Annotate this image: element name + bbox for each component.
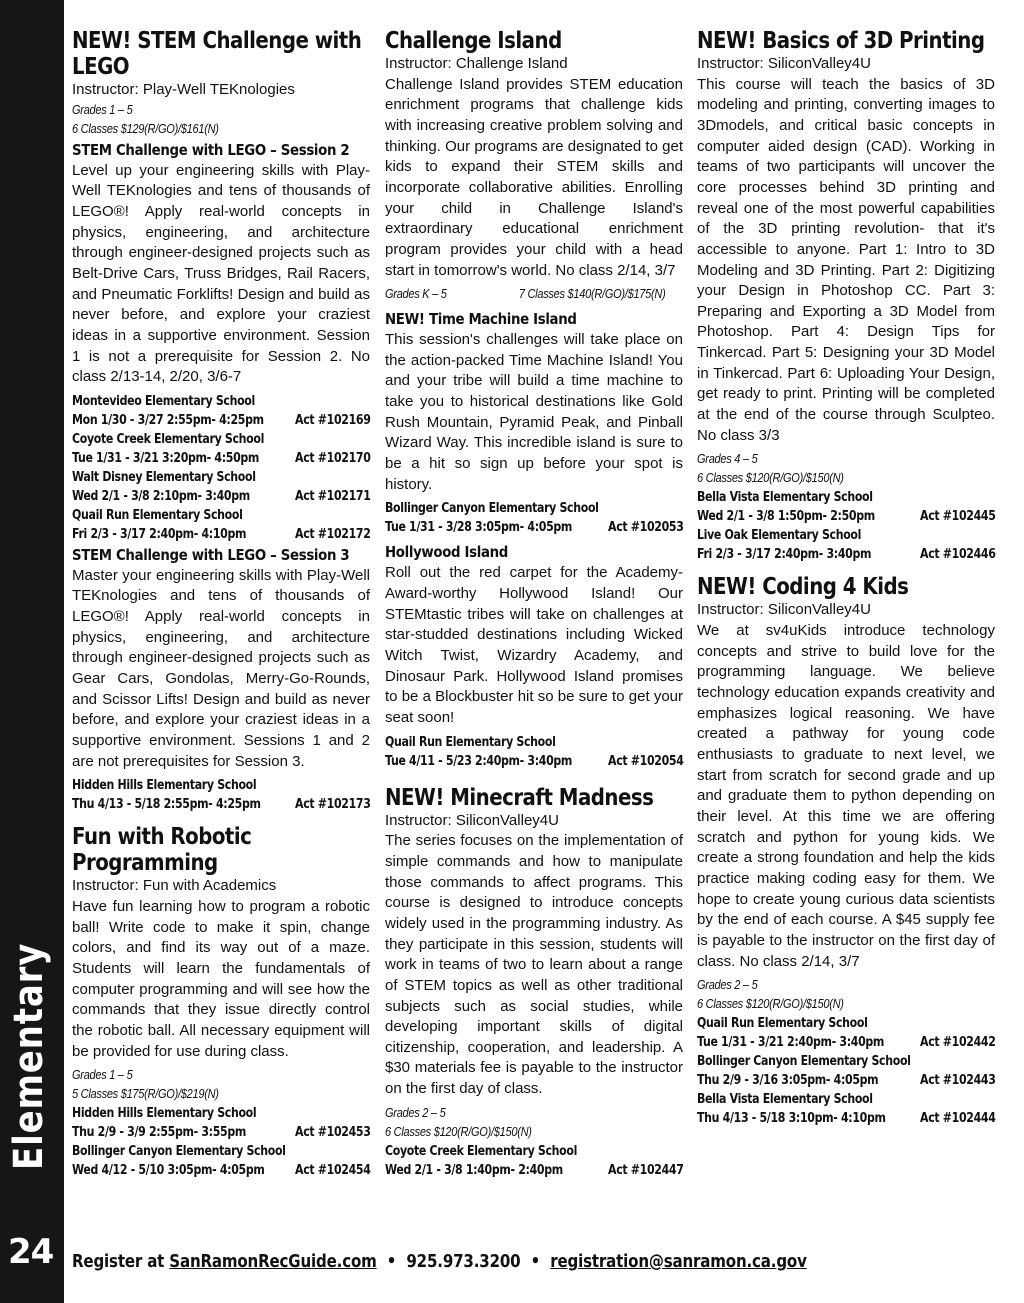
- school-name: Coyote Creek Elementary School: [385, 1143, 578, 1159]
- session-row: [697, 507, 995, 526]
- session-row: [697, 1109, 995, 1128]
- course-classes: 6 Classes $129(R/GO)/$161(N): [72, 121, 219, 136]
- school-name: Bella Vista Elementary School: [697, 1092, 873, 1108]
- course-title: NEW! Coding 4 Kids: [697, 574, 909, 601]
- session-time: Wed 2/1 - 3/8 1:40pm- 2:40pm: [385, 1162, 563, 1178]
- school-name: Bollinger Canyon Elementary School: [385, 501, 599, 517]
- session-time: Wed 2/1 - 3/8 2:10pm- 3:40pm: [72, 488, 250, 504]
- session-time: Mon 1/30 - 3/27 2:55pm- 4:25pm: [72, 412, 264, 428]
- session-row: [72, 449, 370, 468]
- school-name: Montevideo Elementary School: [72, 393, 255, 409]
- session-time: Wed 4/12 - 5/10 3:05pm- 4:05pm: [72, 1163, 265, 1179]
- activity-number: Act #102169: [295, 412, 371, 428]
- course-description: Have fun learning how to program a robotic ball! Write code to make it spin, change colors, and find its way out of a maze. Students will learn the fundamentals of computer programming and will see how the commands that they issue directly control the robotic ball. All necessary equipment will be provided for use during class.: [72, 897, 370, 1060]
- session-row: [697, 545, 995, 564]
- session-description: Roll out the red carpet for the Academy-Award-worthy Hollywood Island! Our STEMtastic tribes will take on challenges at star-studded destinations including Wicked Witch Twist, Wizardry Academy, and Dinosaur Park. Hollywood Island promises to be a Blockbuster hit so be sure to get your seat soon!: [385, 564, 683, 726]
- activity-number: Act #102454: [295, 1163, 371, 1179]
- course-instructor: Instructor: Play-Well TEKnologies: [72, 81, 295, 98]
- activity-number: Act #102443: [920, 1073, 996, 1089]
- activity-number: Act #102053: [608, 520, 684, 536]
- activity-number: Act #102447: [608, 1162, 684, 1178]
- session-title: Hollywood Island: [385, 543, 508, 562]
- school-name: Quail Run Elementary School: [385, 734, 556, 750]
- school-name: Bella Vista Elementary School: [697, 490, 873, 506]
- session-row: [72, 525, 370, 544]
- course-grades: Grades 4 – 5: [697, 452, 758, 467]
- activity-number: Act #102444: [920, 1111, 996, 1127]
- session-row: [697, 1033, 995, 1052]
- activity-number: Act #102054: [608, 753, 684, 769]
- website-link[interactable]: SanRamonRecGuide.com: [169, 1252, 377, 1272]
- school-name: Live Oak Elementary School: [697, 528, 862, 544]
- session-time: Tue 1/31 - 3/28 3:05pm- 4:05pm: [385, 520, 573, 536]
- school-name: Walt Disney Elementary School: [72, 469, 256, 485]
- session-row: [72, 1123, 370, 1142]
- page-number: 24: [8, 1232, 54, 1272]
- session-row: [697, 1071, 995, 1090]
- activity-number: Act #102172: [295, 526, 371, 542]
- course-instructor: Instructor: Fun with Academics: [72, 877, 277, 895]
- course-title: NEW! Minecraft Madness: [385, 784, 654, 811]
- footer-register-text: Register at: [72, 1252, 165, 1272]
- school-name: Quail Run Elementary School: [72, 507, 243, 523]
- challenge-island-course: [385, 28, 683, 771]
- course-instructor: Instructor: Challenge Island: [385, 55, 568, 72]
- session-row: [385, 518, 683, 537]
- course-description: This course will teach the basics of 3D modeling and printing, converting images to 3Dmodels, and critical basic concepts in computer aided design (CAD). Working in teams of two participants will uncover the core processes behind 3D printing and reveal one of the most powerful capabilities of the 3D printing revolution- that it's accessible to anyone. Part 1: Intro to 3D Modeling and 3D Printing. Part 2: Digitizing your Design in Photoshop CC. Part 3: Preparing and Exporting a 3D Model from Photoshop. Part 4: Design Tips for Tinkercad. Part 5: Designing your 3D Model in Tinkercad. Part 6: Uploading Your Design, get ready to print. Printing will be completed at the end of the course through Sculpteo. No class 3/3: [697, 75, 995, 444]
- section-label: Elementary: [6, 942, 52, 1170]
- activity-number: Act #102171: [295, 488, 371, 504]
- course-meta: [385, 285, 666, 304]
- column-2: [385, 28, 683, 1180]
- session-time: Fri 2/3 - 3/17 2:40pm- 3:40pm: [697, 547, 872, 563]
- activity-number: Act #102173: [295, 797, 371, 813]
- course-classes: 6 Classes $120(R/GO)/$150(N): [697, 997, 844, 1012]
- session-time: Wed 2/1 - 3/8 1:50pm- 2:50pm: [697, 509, 875, 525]
- phone-number: 925.973.3200: [406, 1252, 521, 1272]
- column-3: [697, 28, 995, 1128]
- course-grades: Grades K – 5: [385, 287, 447, 302]
- activity-number: Act #102453: [295, 1125, 371, 1141]
- session-time: Thu 4/13 - 5/18 2:55pm- 4:25pm: [72, 797, 261, 813]
- course-title: Fun with Robotic Programming: [72, 824, 252, 877]
- course-title: NEW! STEM Challenge with LEGO: [72, 28, 362, 80]
- session-time: Thu 4/13 - 5/18 3:10pm- 4:10pm: [697, 1111, 886, 1127]
- course-grades: Grades 1 – 5: [72, 1068, 133, 1083]
- session-title: NEW! Time Machine Island: [385, 310, 577, 329]
- sidebar: [0, 0, 64, 1303]
- email-link[interactable]: registration@sanramon.ca.gov: [550, 1252, 807, 1272]
- footer: [72, 1250, 880, 1274]
- school-name: Bollinger Canyon Elementary School: [72, 1144, 286, 1160]
- session-row: [72, 1161, 370, 1180]
- course-description: Challenge Island provides STEM education enrichment programs that challenge kids with increasing creative problem solving and thinking. Our programs are designated to get kids to expand their STEM skills and incorporate collaborative abilities. Enrolling your child in Challenge Island's extraordinary educational enrichment program provides your child with a head start in tomorrow's world. No class 2/14, 3/7: [385, 75, 683, 279]
- activity-number: Act #102170: [295, 450, 371, 466]
- course-classes: 5 Classes $175(R/GO)/$219(N): [72, 1087, 219, 1102]
- course-instructor: Instructor: SiliconValley4U: [385, 811, 559, 829]
- session-title: STEM Challenge with LEGO – Session 2: [72, 140, 350, 159]
- course-description: The series focuses on the implementation of simple commands and how to manipulate those commands to affect programs. This course is designed to introduce concepts widely used in the programming industry. As they participate in this session, students will work in teams of two to learn about a range of STEM topics as well as other traditional subjects such as social studies, while developing important skills of digital citizenship, cooperation, and leadership. A $30 materials fee is payable to the instructor on the first day of class.: [385, 832, 683, 1098]
- footer-separator: •: [530, 1252, 541, 1272]
- activity-number: Act #102445: [920, 509, 996, 525]
- session-row: [385, 752, 683, 771]
- course-classes: 6 Classes $120(R/GO)/$150(N): [697, 471, 844, 486]
- session-description: This session's challenges will take place on the action-packed Time Machine Island! You and your tribe will build a time machine to take you to historical destinations like Gold Rush Mountain, Pyramid Peak, and Pinball Wizard Way. This incredible island is sure to be a hit so sign up before your spot is history.: [385, 331, 683, 493]
- session-row: [72, 411, 370, 430]
- course-grades: Grades 2 – 5: [697, 978, 758, 993]
- school-name: Hidden Hills Elementary School: [72, 778, 257, 794]
- session-time: Tue 1/31 - 3/21 3:20pm- 4:50pm: [72, 450, 260, 466]
- school-name: Hidden Hills Elementary School: [72, 1106, 257, 1122]
- session-time: Tue 4/11 - 5/23 2:40pm- 3:40pm: [385, 753, 573, 769]
- session-description: Level up your engineering skills with Play-Well TEKnologies and tens of thousands of LEGO®! Apply real-world concepts in physics, engineering, and architecture through engineer-designed projects such as Belt-Drive Cars, Truss Bridges, Rail Racers, and Pneumatic Forklifts! Design and build as never before, and explore your craziest ideas in a supportive environment. Session 1 is not a prerequisite for Session 2. No class 2/13-14, 2/20, 3/6-7: [72, 161, 370, 386]
- session-description: Master your engineering skills with Play-Well TEKnologies and tens of thousands of LEGO®! Apply real-world concepts in physics, engineering, and architecture through engineer-designed projects such as Gear Cars, Gondolas, Merry-Go-Rounds, and Scissor Lifts! Design and build as never before, and explore your craziest ideas in a supportive environment. Sessions 1 and 2 are not prerequisites for Session 3.: [72, 566, 370, 770]
- session-row: [72, 487, 370, 506]
- minecraft-madness-course: [385, 785, 683, 1180]
- school-name: Bollinger Canyon Elementary School: [697, 1054, 911, 1070]
- coding-4-kids-course: [697, 574, 995, 1128]
- course-instructor: Instructor: SiliconValley4U: [697, 601, 871, 619]
- session-title: STEM Challenge with LEGO – Session 3: [72, 545, 350, 564]
- session-time: Thu 2/9 - 3/9 2:55pm- 3:55pm: [72, 1125, 246, 1141]
- activity-number: Act #102446: [920, 547, 996, 563]
- session-row: [72, 795, 370, 814]
- session-time: Tue 1/31 - 3/21 2:40pm- 3:40pm: [697, 1035, 885, 1051]
- course-grades: Grades 1 – 5: [72, 102, 133, 117]
- course-title: Challenge Island: [385, 28, 562, 54]
- 3d-printing-course: [697, 28, 995, 564]
- course-description: We at sv4uKids introduce technology concepts and strive to build love for the programming language. We believe technology education expands creativity and emphasizes logical reasoning. We have created a pathway for young code enthusiasts to graduate to next level, we start from scratch for second grade and up and graduate them to python depending on their level. At this time we are offering scratch and python for young kids. We create a strong foundation and help the kids practice making coding easy for them. We hope to create young curious data scientists by the end of each course. A $45 supply fee is payable to the instructor on the first day of class. No class 2/14, 3/7: [697, 622, 995, 970]
- course-title: NEW! Basics of 3D Printing: [697, 28, 985, 54]
- course-classes: 7 Classes $140(R/GO)/$175(N): [518, 287, 666, 302]
- session-time: Thu 2/9 - 3/16 3:05pm- 4:05pm: [697, 1073, 879, 1089]
- course-instructor: Instructor: SiliconValley4U: [697, 55, 871, 72]
- footer-separator: •: [386, 1252, 397, 1272]
- activity-number: Act #102442: [920, 1035, 996, 1051]
- column-1: [72, 28, 370, 1180]
- school-name: Quail Run Elementary School: [697, 1016, 868, 1032]
- session-list: [72, 392, 370, 544]
- school-name: Coyote Creek Elementary School: [72, 431, 265, 447]
- stem-lego-course: [72, 28, 370, 814]
- session-time: Fri 2/3 - 3/17 2:40pm- 4:10pm: [72, 526, 247, 542]
- session-row: [385, 1161, 683, 1180]
- course-classes: 6 Classes $120(R/GO)/$150(N): [385, 1124, 532, 1139]
- robotic-programming-course: [72, 824, 370, 1180]
- course-grades: Grades 2 – 5: [385, 1105, 446, 1120]
